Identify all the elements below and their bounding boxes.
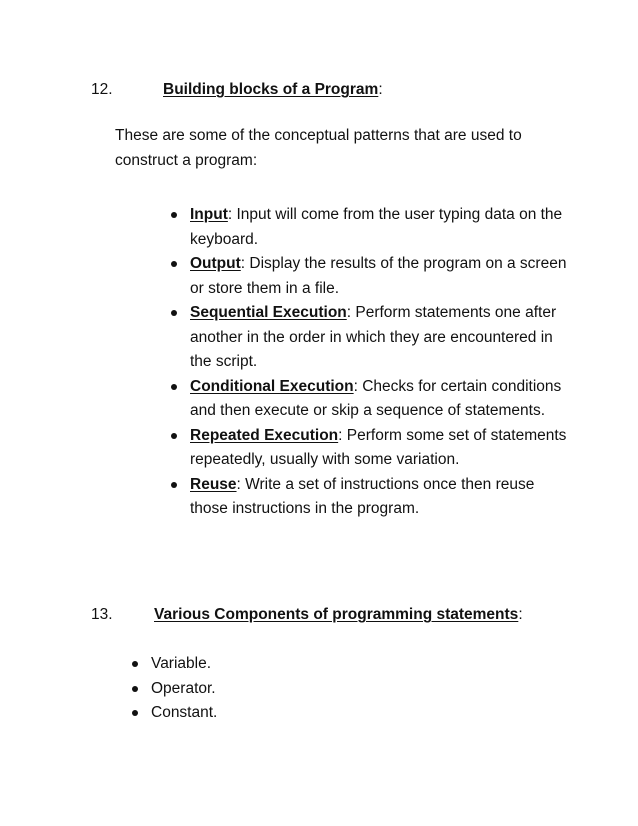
list-item [171,424,571,473]
section-12-number: 12. [91,81,113,98]
list-item [132,652,432,677]
list-item [132,701,432,726]
section-13-title [154,603,523,628]
section-12-intro-text: These are some of the conceptual patterns that are used to construct a program: [115,127,522,169]
section-12-title-colon: : [378,81,383,98]
list-item [171,473,571,522]
bullet-dot-icon [171,212,177,218]
bullet-dot-icon [132,710,138,716]
list-item-term: Output [190,255,241,272]
list-item-text: : Input will come from the user typing data on the keyboard. [190,206,563,248]
bullet-dot-icon [171,384,177,390]
list-item-text: : Perform some set of statements repeatedly, usually with some variation. [190,426,567,468]
list-item [132,677,432,702]
section-13-list [132,652,432,726]
list-item [171,203,571,252]
bullet-dot-icon [171,433,177,439]
section-13-title-colon: : [518,606,523,623]
bullet-dot-icon [171,310,177,316]
section-12-title [163,78,383,103]
list-item-text: Variable. [151,655,212,672]
list-item-term: Input [190,206,228,223]
list-item-text: Operator. [151,679,216,697]
section-12-list [171,203,571,522]
list-item-text: : Write a set of instructions once then reuse those instructions in the program. [190,475,535,517]
section-13-title-text: Various Components of programming statements [154,606,519,623]
bullet-dot-icon [132,686,138,692]
list-item-term: Reuse [190,475,237,493]
bullet-dot-icon [171,261,177,267]
list-item-text: : Display the results of the program on a screen or store them in a file. [190,255,567,297]
section-13-heading [91,603,523,628]
section-13-number: 13. [91,606,113,623]
section-12-intro [115,124,575,173]
list-item-text: : Checks for certain conditions and then execute or skip a sequence of statements. [190,377,562,419]
list-item-term: Repeated Execution [190,426,339,444]
section-12-title-text: Building blocks of a Program [163,81,379,98]
list-item-term: Conditional Execution [190,377,354,395]
list-item-text: : Perform statements one after another in the order in which they are encountered in the script. [190,304,557,370]
section-12-heading [91,78,383,103]
bullet-dot-icon [171,482,177,488]
list-item [171,252,571,301]
list-item [171,301,571,375]
list-item [171,375,571,424]
bullet-dot-icon [132,661,138,667]
list-item-term: Sequential Execution [190,304,347,321]
list-item-text: Constant. [151,704,218,721]
